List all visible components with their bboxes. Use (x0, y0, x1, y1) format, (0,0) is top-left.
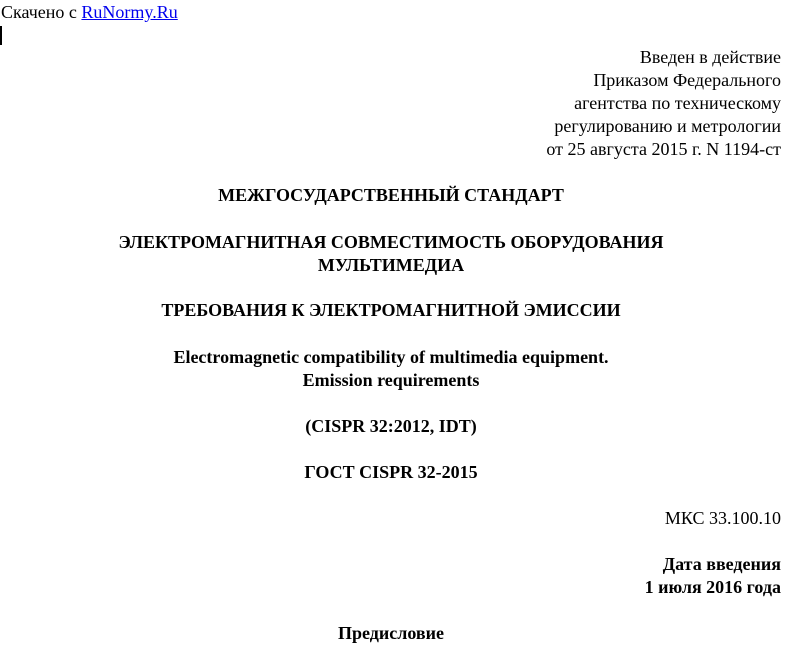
main-title-line: МУЛЬТИМЕДИА (317, 255, 465, 275)
main-title (0, 231, 782, 277)
introduction-date-value: 1 июля 2016 года (644, 577, 781, 597)
standard-designation: ГОСТ CISPR 32-2015 (304, 462, 478, 482)
section-heading-foreword: Предисловие (338, 623, 444, 643)
text-cursor (0, 26, 2, 45)
mks-classification: МКС 33.100.10 (664, 508, 781, 528)
approval-line: агентства по техническому (574, 93, 781, 113)
source-link[interactable]: RuNormy.Ru (81, 2, 178, 22)
english-title-line: Electromagnetic compatibility of multimedia equipment. (173, 347, 609, 367)
subtitle: ТРЕБОВАНИЯ К ЭЛЕКТРОМАГНИТНОЙ ЭМИССИИ (161, 300, 621, 320)
approval-block (546, 46, 781, 161)
english-title-line: Emission requirements (302, 370, 480, 390)
introduction-date-block (645, 553, 781, 599)
introduction-date-label: Дата введения (662, 554, 781, 574)
approval-line: Введен в действие (639, 47, 781, 67)
approval-line: от 25 августа 2015 г. N 1194-ст (546, 139, 781, 159)
main-title-line: ЭЛЕКТРОМАГНИТНАЯ СОВМЕСТИМОСТЬ ОБОРУДОВАНИЯ (118, 232, 664, 252)
standard-type-heading: МЕЖГОСУДАРСТВЕННЫЙ СТАНДАРТ (218, 185, 564, 205)
source-line (1, 1, 178, 23)
approval-line: Приказом Федерального (593, 70, 781, 90)
english-title (0, 346, 782, 392)
identity-note: (CISPR 32:2012, IDT) (305, 416, 477, 436)
approval-line: регулированию и метрологии (554, 116, 781, 136)
source-prefix: Скачено с (1, 2, 82, 22)
